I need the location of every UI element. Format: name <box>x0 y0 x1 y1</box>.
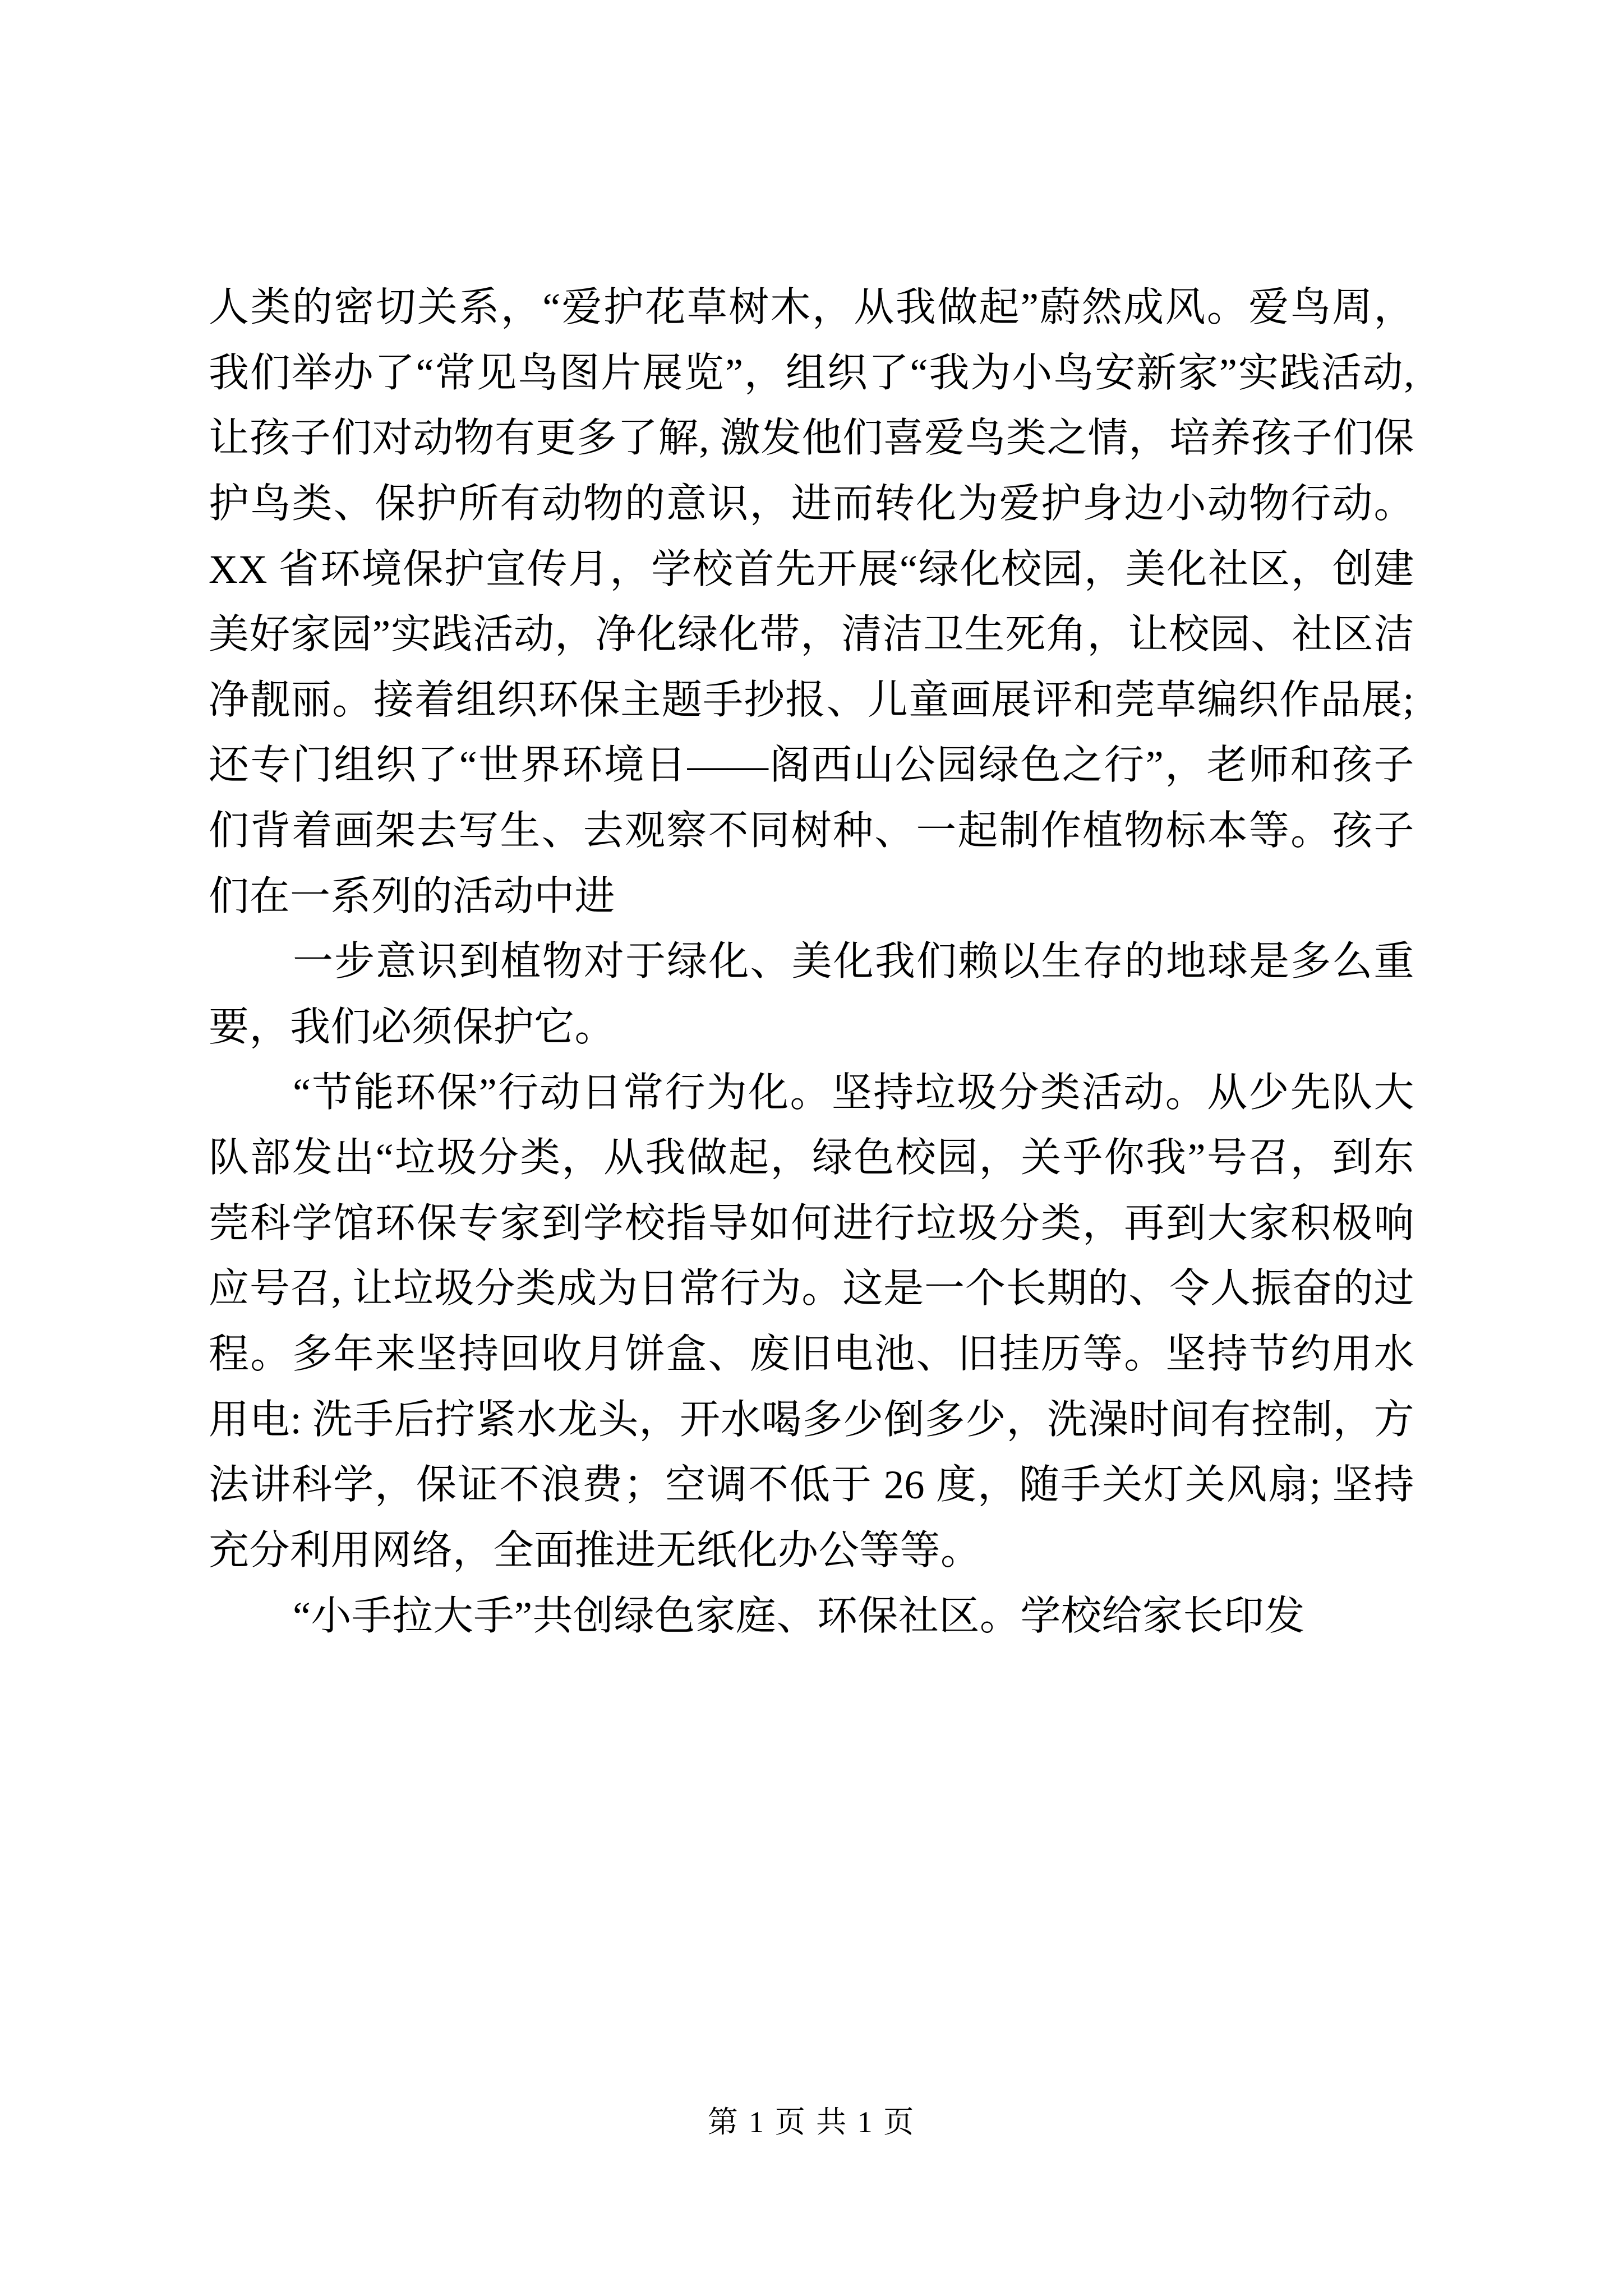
paragraph-4: “小手拉大手”共创绿色家庭、环保社区。学校给家长印发 <box>293 1593 1305 1639</box>
page-footer: 第 1 页 共 1 页 <box>707 2105 916 2139</box>
paragraph-2: 一步意识到植物对于绿化、美化我们赖以生存的地球是多么重要，我们必须保护它。 <box>209 939 1414 1050</box>
paragraph-3: “节能环保”行动日常行为化。坚持垃圾分类活动。从少先队大队部发出“垃圾分类，从我做起，绿色校园，关乎你我”号召，到东莞科学馆环保专家到学校指导如何进行垃圾分类，再到大家积极响应号召, 让垃圾分类成为日常行为。这是一个长期的、令人振奋的过程。多年来坚持回收月饼盒、废旧电池、旧挂历等。坚持节约用水用电: 洗手后拧紧水龙头，开水喝多少倒多少，洗澡时间有控制，方法讲科学，保证不浪费；空调不低于 26 度，随手关灯关风扇; 坚持充分利用网络，全面推进无纸化办公等等。 <box>209 1070 1414 1573</box>
paragraph-1: 人类的密切关系，“爱护花草树木，从我做起”蔚然成风。爱鸟周，我们举办了“常见鸟图片展览”，组织了“我为小鸟安新家”实践活动, 让孩子们对动物有更多了解, 激发他们喜爱鸟类之情，培养孩子们保护鸟类、保护所有动物的意识，进而转化为爱护身边小动物行动。XX 省环境保护宣传月，学校首先开展“绿化校园，美化社区，创建美好家园”实践活动，净化绿化带，清洁卫生死角，让校园、社区洁净靓丽。接着组织环保主题手抄报、儿童画展评和莞草编织作品展; 还专门组织了“世界环境日——阁西山公园绿色之行”，老师和孩子们背着画架去写生、去观察不同树种、一起制作植物标本等。孩子们在一系列的活动中进 <box>209 285 1414 919</box>
document-body <box>209 275 1414 1649</box>
